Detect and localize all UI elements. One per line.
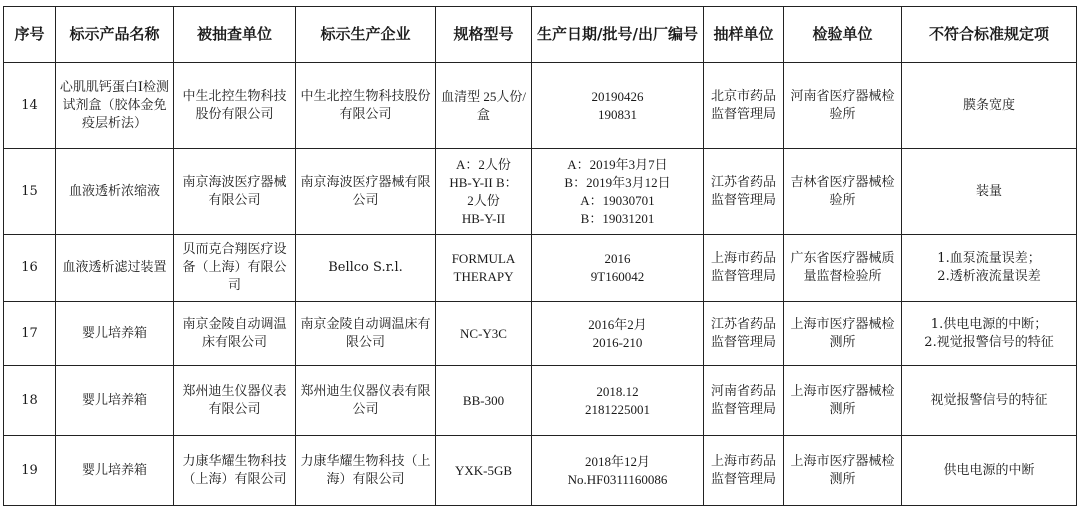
cell-spec-model: 血清型 25人份/盒: [436, 63, 532, 149]
cell-testing-unit: 上海市医疗器械检测所: [784, 302, 902, 366]
cell-seq: 18: [4, 366, 56, 436]
cell-testing-unit: 广东省医疗器械质量监督检验所: [784, 235, 902, 302]
cell-noncompliant-items-line: 1.供电电源的中断；: [930, 316, 1048, 332]
cell-seq: 17: [4, 302, 56, 366]
cell-manufacturer: Bellco S.r.l.: [296, 235, 436, 302]
cell-inspected-unit: 郑州迪生仪器仪表有限公司: [174, 366, 296, 436]
cell-testing-unit: 上海市医疗器械检测所: [784, 366, 902, 436]
cell-production-date-batch-line: A：19030701: [580, 192, 655, 208]
table-header-row: [4, 7, 1077, 63]
header-spec-model: 规格型号: [436, 7, 532, 63]
cell-sampling-unit: 河南省药品监督管理局: [704, 366, 784, 436]
table-body: [4, 63, 1077, 506]
report-sheet: [3, 6, 1077, 506]
cell-production-date-batch-line: 2018年12月: [584, 453, 650, 469]
header-inspected-unit: 被抽查单位: [174, 7, 296, 63]
cell-manufacturer: 郑州迪生仪器仪表有限公司: [296, 366, 436, 436]
cell-production-date-batch-line: 2016: [604, 251, 631, 266]
cell-product-name: 婴儿培养箱: [56, 302, 174, 366]
header-testing-unit: 检验单位: [784, 7, 902, 63]
cell-noncompliant-items: [902, 366, 1077, 436]
cell-spec-model: [436, 366, 532, 436]
header-seq: 序号: [4, 7, 56, 63]
cell-production-date-batch-line: 2181225001: [585, 401, 650, 417]
cell-production-date-batch: [532, 235, 704, 302]
cell-production-date-batch-line: 2018.12: [596, 383, 639, 399]
cell-production-date-batch-line: No.HF0311160086: [567, 471, 668, 487]
header-production-date-batch: 生产日期/批号/出厂编号: [532, 7, 704, 63]
cell-noncompliant-items: [902, 436, 1077, 506]
cell-sampling-unit: 江苏省药品监督管理局: [704, 149, 784, 235]
table-row: [4, 63, 1077, 149]
header-manufacturer: 标示生产企业: [296, 7, 436, 63]
cell-product-name: 心肌肌钙蛋白I检测试剂盒（胶体金免疫层析法）: [56, 63, 174, 149]
cell-testing-unit: 河南省医疗器械检验所: [784, 63, 902, 149]
cell-production-date-batch: [532, 63, 704, 149]
cell-noncompliant-items: [902, 63, 1077, 149]
cell-production-date-batch-line: 190831: [598, 106, 637, 122]
cell-manufacturer: 南京金陵自动调温床有限公司: [296, 302, 436, 366]
cell-inspected-unit: 南京金陵自动调温床有限公司: [174, 302, 296, 366]
cell-production-date-batch: [532, 436, 704, 506]
header-product-name: 标示产品名称: [56, 7, 174, 63]
table-row: [4, 436, 1077, 506]
cell-production-date-batch: [532, 366, 704, 436]
cell-production-date-batch-line: 2016-210: [592, 334, 643, 350]
cell-spec-model: [436, 436, 532, 506]
cell-spec-model-line: NC-Y3C: [460, 325, 507, 341]
cell-spec-model: [436, 235, 532, 302]
cell-spec-model: [436, 149, 532, 235]
cell-spec-model-line: THERAPY: [453, 269, 514, 284]
cell-sampling-unit: 上海市药品监督管理局: [704, 235, 784, 302]
cell-noncompliant-items: [902, 302, 1077, 366]
cell-sampling-unit: 北京市药品监督管理局: [704, 63, 784, 149]
cell-production-date-batch-line: 2016年2月: [588, 316, 647, 332]
cell-inspected-unit: 力康华耀生物科技（上海）有限公司: [174, 436, 296, 506]
cell-testing-unit: 上海市医疗器械检测所: [784, 436, 902, 506]
cell-spec-model-line: YXK-5GB: [454, 462, 513, 478]
cell-spec-model-line: 2人份: [467, 192, 500, 208]
cell-noncompliant-items-line: 视觉报警信号的特征: [930, 392, 1048, 408]
cell-spec-model-line: HB-Y-II B：: [449, 174, 518, 190]
cell-noncompliant-items-line: 1.血泵流量误差；: [937, 251, 1041, 266]
cell-production-date-batch-line: B：19031201: [580, 210, 655, 226]
noncompliance-table: [3, 6, 1077, 506]
cell-spec-model: [436, 302, 532, 366]
cell-spec-model-line: HB-Y-II: [461, 210, 506, 226]
cell-manufacturer: 力康华耀生物科技（上海）有限公司: [296, 436, 436, 506]
cell-production-date-batch-line: B：2019年3月12日: [564, 174, 671, 190]
cell-production-date-batch: [532, 302, 704, 366]
table-row: [4, 149, 1077, 235]
cell-seq: 19: [4, 436, 56, 506]
cell-product-name: 血液透析滤过装置: [56, 235, 174, 302]
cell-noncompliant-items-line: 2.视觉报警信号的特征: [924, 334, 1054, 350]
cell-production-date-batch: [532, 149, 704, 235]
cell-inspected-unit: 南京海波医疗器械有限公司: [174, 149, 296, 235]
cell-product-name: 血液透析浓缩液: [56, 149, 174, 235]
cell-product-name: 婴儿培养箱: [56, 436, 174, 506]
cell-sampling-unit: 江苏省药品监督管理局: [704, 302, 784, 366]
cell-noncompliant-items-line: 供电电源的中断: [943, 462, 1035, 478]
cell-seq: 16: [4, 235, 56, 302]
table-row: [4, 235, 1077, 302]
cell-manufacturer: 南京海波医疗器械有限公司: [296, 149, 436, 235]
table-row: [4, 302, 1077, 366]
cell-manufacturer: 中生北控生物科技股份有限公司: [296, 63, 436, 149]
cell-noncompliant-items-line: 膜条宽度: [962, 97, 1015, 113]
cell-seq: 15: [4, 149, 56, 235]
header-sampling-unit: 抽样单位: [704, 7, 784, 63]
cell-spec-model-line: A：2人份: [456, 156, 511, 172]
cell-spec-model-line: FORMULA: [451, 251, 516, 266]
cell-production-date-batch-line: 20190426: [591, 88, 644, 104]
cell-production-date-batch-line: 9T160042: [590, 269, 645, 284]
cell-noncompliant-items-line: 2.透析液流量误差: [937, 269, 1041, 284]
cell-spec-model-line: BB-300: [462, 392, 505, 408]
cell-production-date-batch-line: A：2019年3月7日: [567, 156, 668, 172]
header-noncompliant-items: 不符合标准规定项: [902, 7, 1077, 63]
cell-noncompliant-items: [902, 235, 1077, 302]
cell-product-name: 婴儿培养箱: [56, 366, 174, 436]
cell-sampling-unit: 上海市药品监督管理局: [704, 436, 784, 506]
table-row: [4, 366, 1077, 436]
cell-noncompliant-items: [902, 149, 1077, 235]
cell-inspected-unit: 中生北控生物科技股份有限公司: [174, 63, 296, 149]
cell-seq: 14: [4, 63, 56, 149]
cell-testing-unit: 吉林省医疗器械检验所: [784, 149, 902, 235]
cell-noncompliant-items-line: 装量: [975, 183, 1002, 199]
cell-inspected-unit: 贝而克合翔医疗设备（上海）有限公司: [174, 235, 296, 302]
